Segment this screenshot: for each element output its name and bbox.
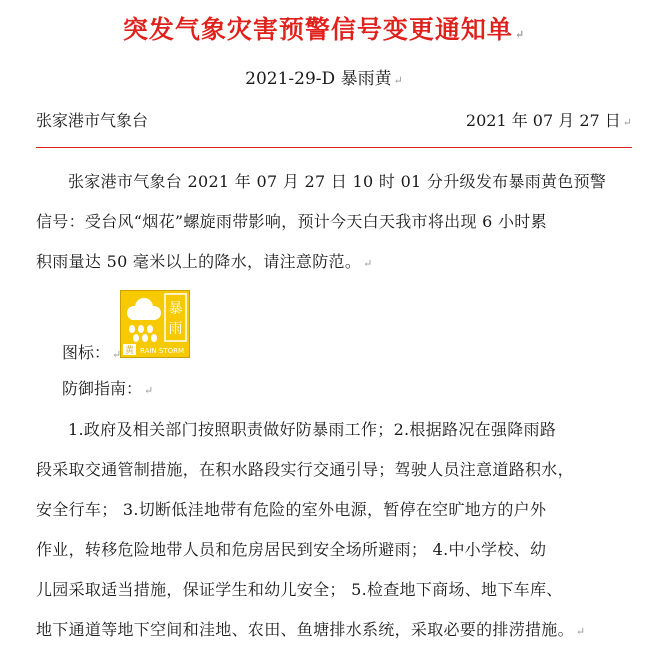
notice-title: 突发气象灾害预警信号变更通知单 ↵ (122, 15, 526, 44)
paragraph-mark-icon: ↵ (363, 257, 373, 270)
body-line: 张家港市气象台 2021 年 07 月 27 日 10 时 01 分升级发布暴雨黄色预警 (68, 172, 607, 191)
notice-code: 2021-29-D 暴雨黄 ↵ (245, 69, 403, 89)
paragraph-mark-icon: ↵ (575, 625, 586, 638)
sign-char-top: 暴 (168, 301, 183, 317)
paragraph-mark-icon: ↵ (514, 28, 526, 41)
issuer: 张家港市气象台 (36, 111, 149, 130)
issue-date: 2021 年 07 月 27 日 ↵ (465, 111, 632, 130)
icon-label: 图标： ↵ (62, 343, 122, 362)
notice-body (36, 162, 632, 284)
guide-line: 段采取交通管制措施，在积水路段实行交通引导；驾驶人员注意道路积水， (36, 460, 574, 479)
defense-guide (36, 410, 632, 652)
notice-meta (36, 108, 632, 131)
guide-line: 安全行车； 3.切断低洼地带有危险的室外电源，暂停在空旷地方的户外 (36, 500, 547, 519)
paragraph-mark-icon: ↵ (112, 348, 122, 361)
paragraph-mark-icon: ↵ (622, 116, 632, 129)
paragraph-mark-icon: ↵ (393, 74, 403, 87)
guide-line: 儿园采取适当措施，保证学生和幼儿安全； 5.检查地下商场、地下车库、 (36, 580, 563, 599)
guide-label: 防御指南： ↵ (62, 379, 154, 398)
paragraph-mark-icon: ↵ (144, 384, 154, 397)
guide-line: 地下通道等地下空间和洼地、农田、鱼塘排水系统，采取必要的排涝措施。 ↵ (36, 620, 586, 639)
header-divider (36, 147, 632, 148)
body-line: 积雨量达 50 毫米以上的降水，请注意防范。 ↵ (36, 252, 373, 271)
sign-caption: RAIN STORM (139, 347, 185, 355)
body-line: 信号：受台风“烟花”螺旋雨带影响，预计今天白天我市将出现 6 小时累 (36, 212, 547, 231)
sign-char-bottom: 雨 (168, 321, 183, 337)
guide-line: 1.政府及相关部门按照职责做好防暴雨工作；2.根据路况在强降雨路 (68, 420, 557, 439)
rainstorm-yellow-signal-icon (120, 290, 190, 358)
guide-line: 作业，转移危险地带人员和危房居民到安全场所避雨； 4.中小学校、幼 (36, 540, 547, 559)
sign-char-corner: 黄 (124, 346, 135, 356)
